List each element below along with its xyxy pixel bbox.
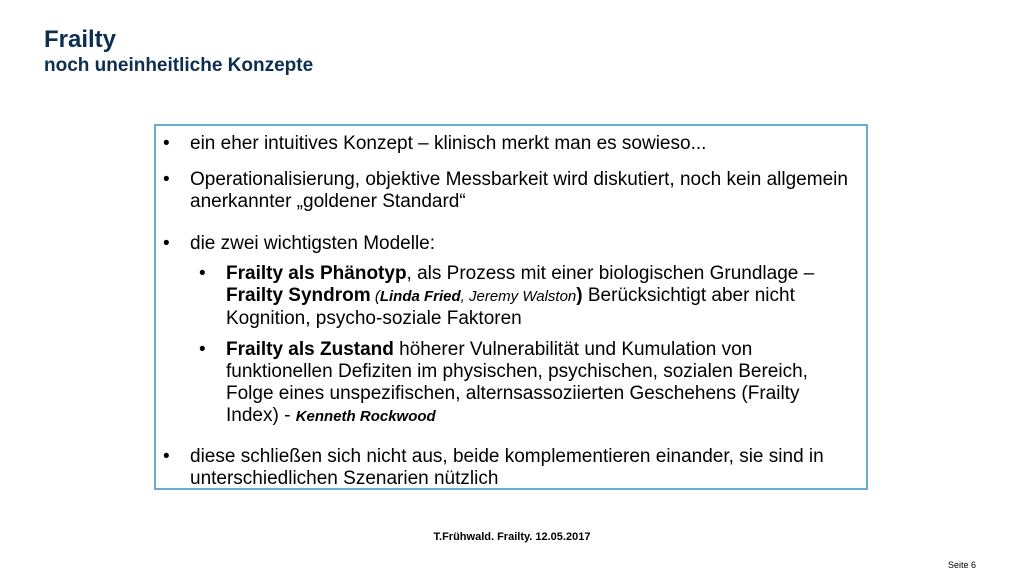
page-number: Seite 6: [947, 560, 976, 570]
slide-title: Frailty: [44, 26, 117, 53]
slide-subtitle: noch uneinheitliche Konzepte: [44, 55, 314, 76]
authors-open: (: [370, 288, 380, 305]
bullet-item-complementary: [190, 446, 862, 490]
state-label: Frailty als Zustand: [226, 339, 394, 360]
sub-bullet-phenotype: [226, 263, 856, 330]
author-rockwood: Kenneth Rockwood: [295, 408, 436, 425]
content-box: [154, 124, 868, 490]
author-walston: , Jeremy Walston: [460, 288, 577, 305]
bullet-text: ein eher intuitives Konzept – klinisch merkt man es sowieso...: [190, 133, 707, 154]
bullet-item-models: [190, 233, 862, 255]
phenotype-text-2: Berücksichtigt aber nicht Kognition, psycho-soziale Faktoren: [226, 285, 795, 329]
authors-close: ): [576, 285, 583, 306]
bullet-text: Operationalisierung, objektive Messbarkeit wird diskutiert, noch kein allgemein anerkannter „goldener Standard“: [190, 169, 848, 212]
bullet-item-intuitive: [190, 133, 862, 155]
bullet-text: diese schließen sich nicht aus, beide komplementieren einander, sie sind in unterschiedlichen Szenarien nützlich: [190, 446, 824, 489]
author-fried: Linda Fried: [379, 288, 461, 305]
state-text: höherer Vulnerabilität und Kumulation von funktionellen Defiziten im physischen, psychischen, sozialen Bereich, Folge eines unspezifischen, alternsassoziierten Geschehens (Frailty Index) -: [226, 339, 808, 426]
title-block: [44, 26, 313, 78]
bullet-item-operationalization: [190, 169, 862, 213]
phenotype-label: Frailty als Phänotyp: [226, 263, 407, 284]
bullet-text: die zwei wichtigsten Modelle:: [190, 233, 436, 254]
footer-text: T.Frühwald. Frailty. 12.05.2017: [433, 531, 591, 543]
syndrome-label: Frailty Syndrom: [226, 285, 371, 306]
sub-bullet-state: [226, 339, 856, 428]
phenotype-text: , als Prozess mit einer biologischen Grundlage –: [406, 263, 815, 284]
